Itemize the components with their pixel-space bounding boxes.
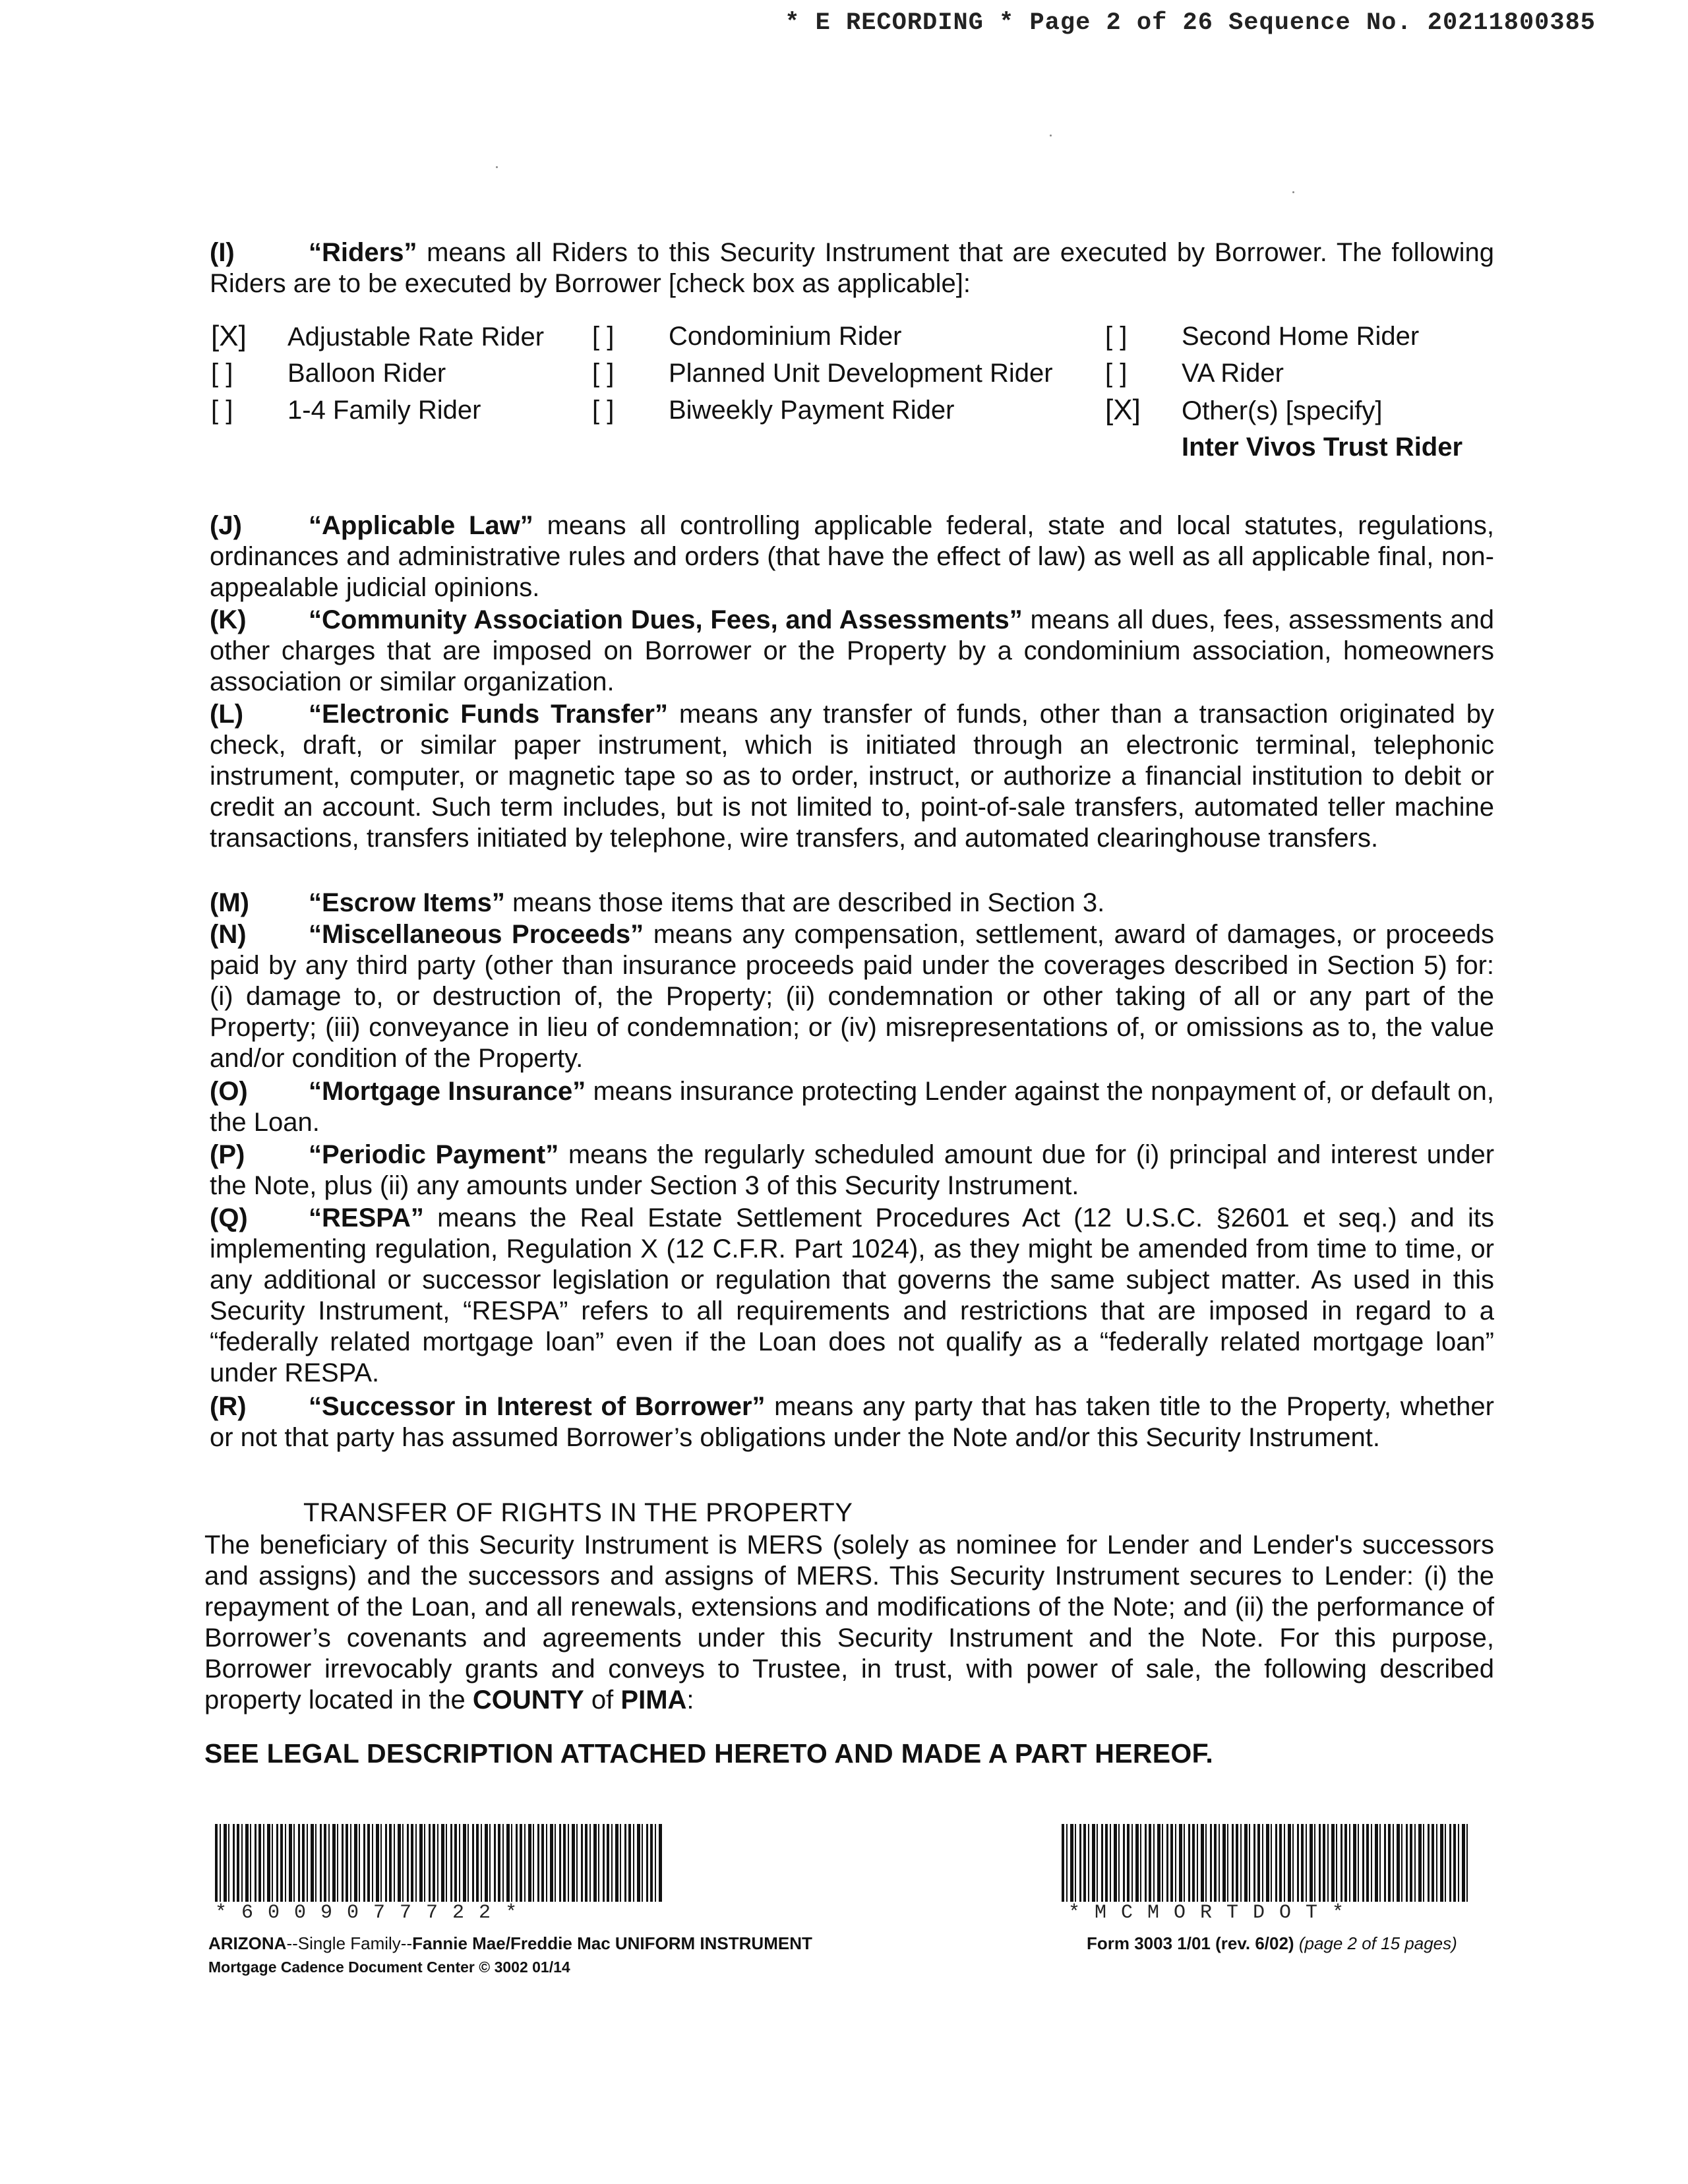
- definition-misc-proceeds: [210, 919, 1494, 1074]
- scan-speck: [1292, 191, 1294, 193]
- rider-label: Second Home Rider: [1182, 322, 1420, 351]
- definition-label: (M): [210, 888, 249, 917]
- other-rider-specify: Inter Vivos Trust Rider: [1182, 433, 1463, 462]
- rider-row: [1105, 429, 1462, 466]
- form-type: --Single Family--: [286, 1933, 413, 1953]
- form-title: [208, 1933, 812, 1954]
- recording-header: * E RECORDING * Page 2 of 26 Sequence No. 20211800385: [785, 9, 1596, 37]
- definition-successor: [210, 1391, 1494, 1453]
- county-word: COUNTY: [472, 1685, 584, 1714]
- definition-periodic-payment: [210, 1139, 1494, 1201]
- rider-row: [211, 392, 544, 429]
- rider-checkbox[interactable]: [ ]: [211, 359, 233, 388]
- definition-applicable-law: [210, 510, 1494, 603]
- section-title: TRANSFER OF RIGHTS IN THE PROPERTY: [303, 1498, 853, 1527]
- of-word: of: [584, 1685, 621, 1714]
- right-barcode-text: * M C M O R T D O T *: [1068, 1902, 1346, 1924]
- definition-community-dues: [210, 605, 1494, 698]
- definition-text: means those items that are described in Section 3.: [504, 888, 1105, 917]
- definition-label: (Q): [210, 1203, 248, 1232]
- rider-label: Condominium Rider: [669, 322, 902, 351]
- form-publisher: Mortgage Cadence Document Center © 3002 01/14: [208, 1958, 570, 1976]
- definition-label: (L): [210, 700, 244, 729]
- form-instrument: Fannie Mae/Freddie Mac UNIFORM INSTRUMENT: [412, 1933, 812, 1953]
- definition-label: (K): [210, 605, 247, 634]
- definition-text: means all dues, fees, assessments and other charges that are imposed on Borrower or the Property by a condominium association, homeowners association or similar organization.: [210, 605, 1495, 696]
- rider-label: Biweekly Payment Rider: [669, 396, 955, 425]
- definition-label: (P): [210, 1140, 245, 1169]
- definition-term: “Riders”: [309, 238, 417, 267]
- transfer-paragraph: [204, 1530, 1494, 1716]
- rider-row: [592, 355, 1053, 392]
- rider-row: [211, 355, 544, 392]
- rider-checkbox[interactable]: [X]: [211, 320, 247, 352]
- left-barcode: [215, 1824, 663, 1902]
- definition-term: “Applicable Law”: [309, 511, 533, 540]
- definition-term: “Successor in Interest of Borrower”: [309, 1392, 766, 1421]
- legal-description-notice: SEE LEGAL DESCRIPTION ATTACHED HERETO AND MADE A PART HEREOF.: [204, 1738, 1214, 1769]
- definition-term: “Electronic Funds Transfer”: [309, 700, 668, 729]
- rider-checkbox[interactable]: [ ]: [1105, 359, 1128, 388]
- rider-label: Planned Unit Development Rider: [669, 359, 1053, 388]
- riders-column-3: [1105, 318, 1462, 466]
- definition-label: (J): [210, 511, 242, 540]
- definition-label: (N): [210, 920, 247, 949]
- definition-text: means any transfer of funds, other than a transaction originated by check, draft, or similar paper instrument, which is initiated through an electronic terminal, telephonic instrument, computer, or magnetic tape so as to order, instruct, or authorize a financial institution to debit or credit an account. Such term includes, but is not limited to, point-of-sale transfers, automated teller machine transactions, transfers initiated by telephone, wire transfers, and automated clearinghouse transfers.: [210, 700, 1494, 853]
- form-state: ARIZONA: [208, 1933, 287, 1953]
- definition-term: “Mortgage Insurance”: [309, 1077, 586, 1106]
- rider-label: Balloon Rider: [287, 359, 446, 388]
- rider-row: [1105, 355, 1462, 392]
- rider-row: [1105, 318, 1462, 355]
- definition-term: “RESPA”: [309, 1203, 424, 1232]
- rider-label: Adjustable Rate Rider: [287, 322, 545, 351]
- form-number: [1087, 1933, 1457, 1954]
- definition-label: (R): [210, 1392, 247, 1421]
- rider-checkbox[interactable]: [ ]: [592, 322, 615, 351]
- definition-label: (O): [210, 1077, 248, 1106]
- definition-text: means any party that has taken title to the Property, whether or not that party has assumed Borrower’s obligations under the Note and/or this Security Instrument.: [210, 1392, 1494, 1452]
- definition-text: means all Riders to this Security Instrument that are executed by Borrower. The following Riders are to be executed by Borrower [check box as applicable]:: [210, 238, 1494, 298]
- rider-checkbox[interactable]: [ ]: [592, 396, 615, 425]
- right-barcode: [1062, 1824, 1470, 1902]
- definition-escrow-items: [210, 888, 1494, 919]
- rider-row: [211, 318, 544, 355]
- definition-electronic-funds: [210, 699, 1494, 854]
- rider-row: [592, 392, 1053, 429]
- left-barcode-text: * 6 0 0 9 0 7 7 7 2 2 *: [215, 1902, 519, 1924]
- definition-term: “Community Association Dues, Fees, and Assessments”: [309, 605, 1023, 634]
- county-name: PIMA: [620, 1685, 687, 1714]
- rider-checkbox[interactable]: [ ]: [592, 359, 615, 388]
- riders-column-2: [592, 318, 1053, 429]
- rider-label: 1-4 Family Rider: [287, 396, 481, 425]
- rider-label: VA Rider: [1182, 359, 1284, 388]
- definition-respa: [210, 1203, 1494, 1389]
- form-code: Form 3003 1/01 (rev. 6/02): [1087, 1933, 1299, 1953]
- rider-checkbox[interactable]: [X]: [1105, 394, 1141, 426]
- colon: :: [686, 1685, 694, 1714]
- definition-mortgage-insurance: [210, 1076, 1494, 1138]
- definition-text: means insurance protecting Lender against the nonpayment of, or default on, the Loan.: [210, 1077, 1494, 1137]
- rider-checkbox[interactable]: [ ]: [1105, 322, 1128, 351]
- definition-term: “Miscellaneous Proceeds”: [309, 920, 644, 949]
- rider-label: Other(s) [specify]: [1182, 396, 1383, 425]
- rider-row: [592, 318, 1053, 355]
- page-count: (page 2 of 15 pages): [1298, 1933, 1457, 1953]
- definition-text: means the Real Estate Settlement Procedures Act (12 U.S.C. §2601 et seq.) and its implementing regulation, Regulation X (12 C.F.R. Part 1024), as they might be amended from time to time, or any additional or successor legislation or regulation that governs the same subject matter. As used in this Security Instrument, “RESPA” refers to all requirements and restrictions that are imposed in regard to a “federally related mortgage loan” even if the Loan does not qualify as a “federally related mortgage loan” under RESPA.: [210, 1203, 1494, 1387]
- definition-term: “Periodic Payment”: [309, 1140, 559, 1169]
- definition-text: means the regularly scheduled amount due for (i) principal and interest under the Note, plus (ii) any amounts under Section 3 of this Security Instrument.: [210, 1140, 1495, 1200]
- scan-speck: [1050, 135, 1052, 136]
- riders-column-1: [211, 318, 544, 429]
- transfer-text: The beneficiary of this Security Instrument is MERS (solely as nominee for Lender and Lender's successors and assigns) and the successors and assigns of MERS. This Security Instrument secures to Lender: (i) the repayment of the Loan, and all renewals, extensions and modifications of the Note; and (ii) the performance of Borrower’s covenants and agreements under this Security Instrument and the Note. For this purpose, Borrower irrevocably grants and conveys to Trustee, in trust, with power of sale, the following described property located in the: [204, 1531, 1494, 1714]
- rider-checkbox[interactable]: [ ]: [211, 396, 233, 425]
- definition-term: “Escrow Items”: [309, 888, 505, 917]
- definition-riders: [210, 237, 1494, 299]
- scan-speck: [496, 166, 498, 168]
- definition-label: (I): [210, 238, 235, 267]
- rider-row: [1105, 392, 1462, 429]
- definition-text: means all controlling applicable federal, state and local statutes, regulations, ordinances and administrative rules and orders (that have the effect of law) as well as all applicable final, non-appealable judicial opinions.: [210, 511, 1494, 602]
- definition-text: means any compensation, settlement, award of damages, or proceeds paid by any third party (other than insurance proceeds paid under the coverages described in Section 5) for: (i) damage to, or destruction of, the Property; (ii) condemnation or other taking of all or any part of the Property; (iii) conveyance in lieu of condemnation; or (iv) misrepresentations of, or omissions as to, the value and/or condition of the Property.: [210, 920, 1494, 1073]
